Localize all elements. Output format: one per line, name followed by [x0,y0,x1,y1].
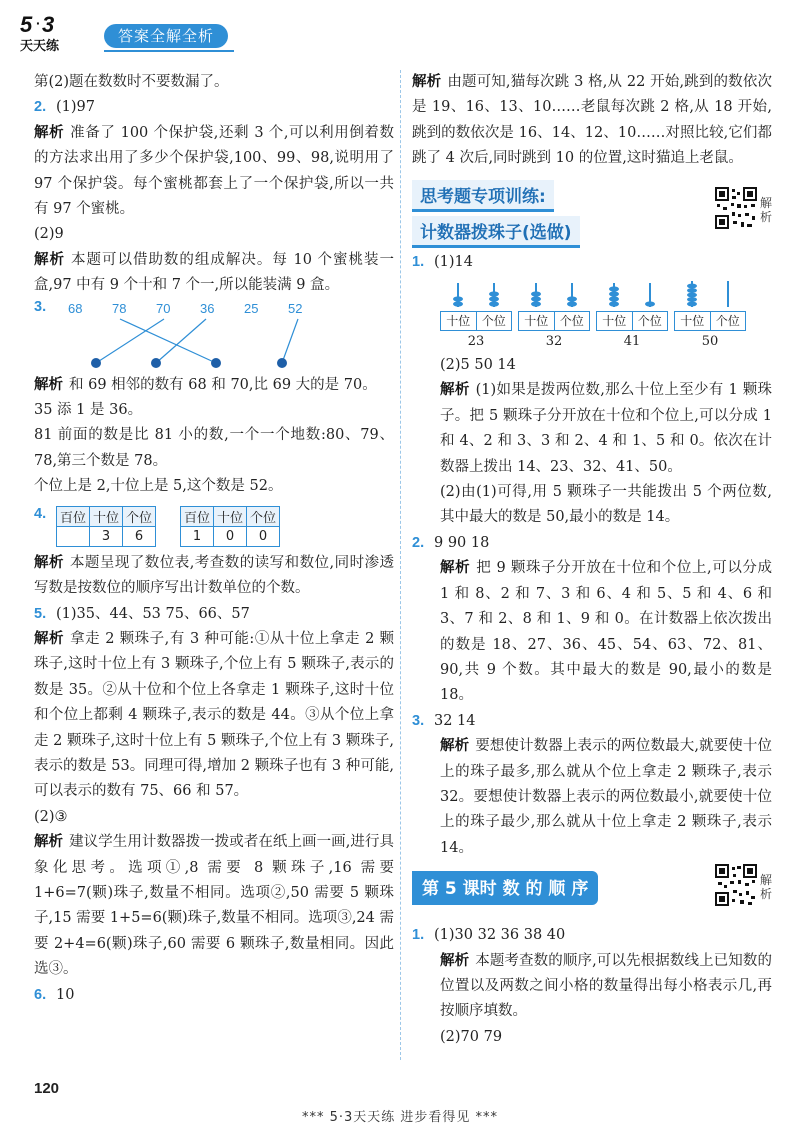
abacus [518,281,590,353]
table-cell: 1 [181,526,214,546]
match-dot [151,358,161,368]
answer: (1)14 [434,253,473,270]
table-header: 十位 [90,506,123,526]
qr-code-icon[interactable] [714,186,758,230]
diagram-number: 25 [244,300,259,316]
answer: 9 90 18 [434,534,490,551]
question-number: 1. [412,927,425,944]
answer: (1)30 32 36 38 40 [434,927,566,944]
table-header: 个位 [247,506,280,526]
analysis-label: 解析 [440,738,470,755]
abacus-value: 32 [545,334,563,350]
analysis-label: 解析 [34,376,63,393]
analysis [412,70,772,172]
match-line [120,319,216,363]
question-number: 2. [34,99,47,116]
question-number: 5. [34,605,47,622]
analysis-text: (2)由(1)可得,用 5 颗珠子一共能拨出 5 个两位数,其中最大的数是 50,最小的数是 14。 [440,484,772,526]
abacus-rods [518,281,590,307]
analysis [34,830,394,982]
analysis [34,248,394,299]
analysis-label: 解析 [34,630,65,647]
abacus-rods [674,281,746,307]
abacus-place: 个位 [554,312,590,330]
table-cell [57,526,90,546]
answer: (2)70 79 [440,1028,503,1045]
abacus-value: 23 [467,334,485,350]
analysis-text: 本题考查数的顺序,可以先根据数线上已知数的位置以及两数之间小格的数量得出每小格表示几,再按顺序填数。 [440,952,772,1020]
answer: 32 14 [434,712,476,729]
abacus-row [412,281,772,353]
question-2 [34,95,394,120]
analysis-label: 解析 [412,74,442,90]
answer: (2)9 [34,226,64,243]
svg-text:天天练: 天天练 [20,39,60,54]
page-number: 120 [34,1080,60,1097]
abacus-place: 个位 [632,312,668,330]
analysis-text: 把 9 颗珠子分开放在十位和个位上,可以分成 1 和 8、2 和 7、3 和 6、4 和 5、5 和 4、6 和 3、7 和 2、8 和 1、9 和 0。在计数器上依次拨出的数是 18、27、36、45、54、63、72、81、90,共 9 个数。其中最大的数是 90,最小的数是 18。 [440,560,772,704]
analysis [34,551,394,602]
analysis-text: 和 69 相邻的数有 68 和 70,比 69 大的是 70。 [69,376,377,393]
header-underline [104,50,234,52]
analysis-text: (1)如果是拨两位数,那么十位上至少有 1 颗珠子。把 5 颗珠子分开放在十位和个位上,可以分成 1 和 4、2 和 3、3 和 2、4 和 1、5 和 0。依次在计数器上拨出 14、23、32、41、50。 [440,382,773,475]
svg-text:3: 3 [42,12,55,37]
question-5 [34,602,394,627]
svg-text:5: 5 [20,12,33,37]
match-dot [211,358,221,368]
diagram-number: 52 [288,300,303,316]
question-3 [34,299,394,373]
question-1-lesson5 [412,923,772,948]
abacus [674,281,746,353]
analysis-text: 拿走 2 颗珠子,有 3 种可能:①从十位上拿走 2 颗珠子,这时十位上有 3 颗珠子,个位上有 5 颗珠子,表示的数是 35。②从十位和个位上各拿走 1 颗珠子,这时十位和个位上都剩 4 颗珠子,表示的数是 44。③从个位上拿走 2 颗珠子,这时十位上有 5 颗珠子,个位上有 3 颗珠子,表示的数是 53。同理可得,增加 2 颗珠子也有 3 种可能,可以表示的数有 75、66 和 57。 [34,630,395,800]
analysis [34,121,394,223]
table-header: 百位 [181,506,214,526]
section-title-line1: 思考题专项训练: [412,180,554,212]
abacus-place: 个位 [710,312,746,330]
analysis-text: 35 添 1 是 36。 [34,402,143,419]
question-6 [34,983,394,1008]
column-divider [400,70,401,1060]
question-number: 3. [412,712,425,729]
analysis-text: 建议学生用计数器拨一拨或者在纸上画一画,进行具象化思考。选项①,8 需要 8 颗珠子,16 需要 1+6=7(颗)珠子,数量不相同。选项②,50 需要 5 颗珠子,15 需要 1+5=6(颗)珠子,数量不相同。选项③,24 需要 2+4=6(颗)珠子,60 需要 6 颗珠子,数量相同。因此选③。 [34,834,395,978]
question-number: 1. [412,253,425,270]
right-column [412,70,772,1050]
section-title-lesson [412,871,772,917]
analysis [412,556,772,708]
match-dot [91,358,101,368]
table-header: 十位 [214,506,247,526]
abacus-rods [440,281,512,307]
page-header [18,10,338,56]
abacus-place: 个位 [476,312,512,330]
abacus-place: 十位 [524,314,549,329]
section-title-line2: 计数器拨珠子(选做) [412,216,580,248]
answer: 10 [56,986,75,1003]
place-value-table [180,506,280,547]
diagram-number: 68 [68,300,83,316]
abacus-place: 十位 [602,314,627,329]
abacus [440,281,512,353]
table-header: 百位 [57,506,90,526]
analysis-label: 解析 [440,382,470,399]
analysis [412,949,772,1025]
diagram-number: 36 [200,300,215,316]
answer: (2)5 50 14 [440,357,516,374]
abacus-value: 41 [623,334,641,350]
diagram-number: 70 [156,300,171,316]
question-4 [34,506,394,547]
match-line [96,319,164,363]
analysis-text: 81 前面的数是比 81 小的数,一个一个地数:80、79、78,第三个数是 78。 [34,427,394,469]
header-badge: 答案全解全析 [104,24,228,48]
abacus-rods [596,281,668,307]
analysis-text: 准备了 100 个保护袋,还剩 3 个,可以利用倒着数的方法求出用了多少个保护袋,100、99、98,说明用了 97 个保护袋。每个蜜桃都套上了一个保护袋,所以一共有 97 个蜜桃。 [34,124,395,218]
abacus-place: 十位 [680,314,705,329]
analysis [412,378,772,480]
matching-diagram [34,299,334,373]
table-cell: 0 [214,526,247,546]
answer: (1)35、44、53 75、66、57 [56,605,250,622]
analysis-text: 个位上是 2,十位上是 5,这个数是 52。 [34,478,283,495]
left-column [34,70,394,1008]
qr-label: 解析 [760,195,773,224]
table-cell: 0 [247,526,280,546]
analysis [34,627,394,805]
analysis-text: 要想使计数器上表示的两位数最大,就要使十位上的珠子最多,那么就从个位上拿走 2 颗珠子,表示 32。要想使计数器上表示的两位数最小,就要使十位上的珠子最少,那么就从十位上拿走 2 颗珠子,表示 14。 [440,738,772,856]
question-number: 2. [412,534,425,551]
question-number: 6. [34,986,47,1003]
analysis-text: 本题可以借助数的组成解决。每 10 个蜜桃装一盒,97 中有 9 个十和 7 个一,所以能装满 9 盒。 [34,251,394,294]
analysis [34,373,394,398]
footer-slogan: *** 5·3天天练 进步看得见 *** [301,1110,499,1125]
question-number: 3. [34,298,47,315]
analysis-label: 解析 [440,952,470,969]
abacus-place: 十位 [446,314,471,329]
analysis-label: 解析 [34,124,65,141]
lesson-title: 第 5 课时 数 的 顺 序 [412,871,598,905]
answer: (2)③ [34,808,68,825]
section-title-thinking [412,180,772,244]
brand-logo [18,10,96,54]
analysis-label: 解析 [34,834,64,851]
analysis [412,734,772,861]
paragraph: 第(2)题在数数时不要数漏了。 [34,74,229,90]
number-labels [68,301,302,316]
qr-code-icon[interactable] [714,863,758,907]
analysis-label: 解析 [440,560,471,577]
diagram-number: 78 [112,300,127,316]
question-2 [412,531,772,556]
question-number: 4. [34,505,47,522]
analysis-text: 由题可知,猫每次跳 3 格,从 22 开始,跳到的数依次是 19、16、13、10……老鼠每次跳 2 格,从 18 开始,跳到的数依次是 16、14、12、10……对照比较,它们都跳了 4 次后,同时跳到 10 的位置,这时猫追上老鼠。 [412,74,772,167]
analysis-label: 解析 [34,554,64,571]
table-cell: 6 [123,526,156,546]
table-cell: 3 [90,526,123,546]
qr-label: 解析 [760,873,773,902]
analysis-label: 解析 [34,251,65,268]
place-value-table [56,506,156,547]
abacus [596,281,668,353]
question-1 [412,250,772,275]
match-line [282,319,298,363]
match-dot [277,358,287,368]
question-3 [412,709,772,734]
analysis-text: 本题呈现了数位表,考查数的读写和数位,同时渗透写数是按数位的顺序写出计数单位的个数。 [34,554,395,597]
abacus-value: 50 [701,334,719,350]
table-header: 个位 [123,506,156,526]
answer: (1)97 [56,99,95,116]
svg-text:·: · [36,15,41,31]
match-line [156,319,206,363]
